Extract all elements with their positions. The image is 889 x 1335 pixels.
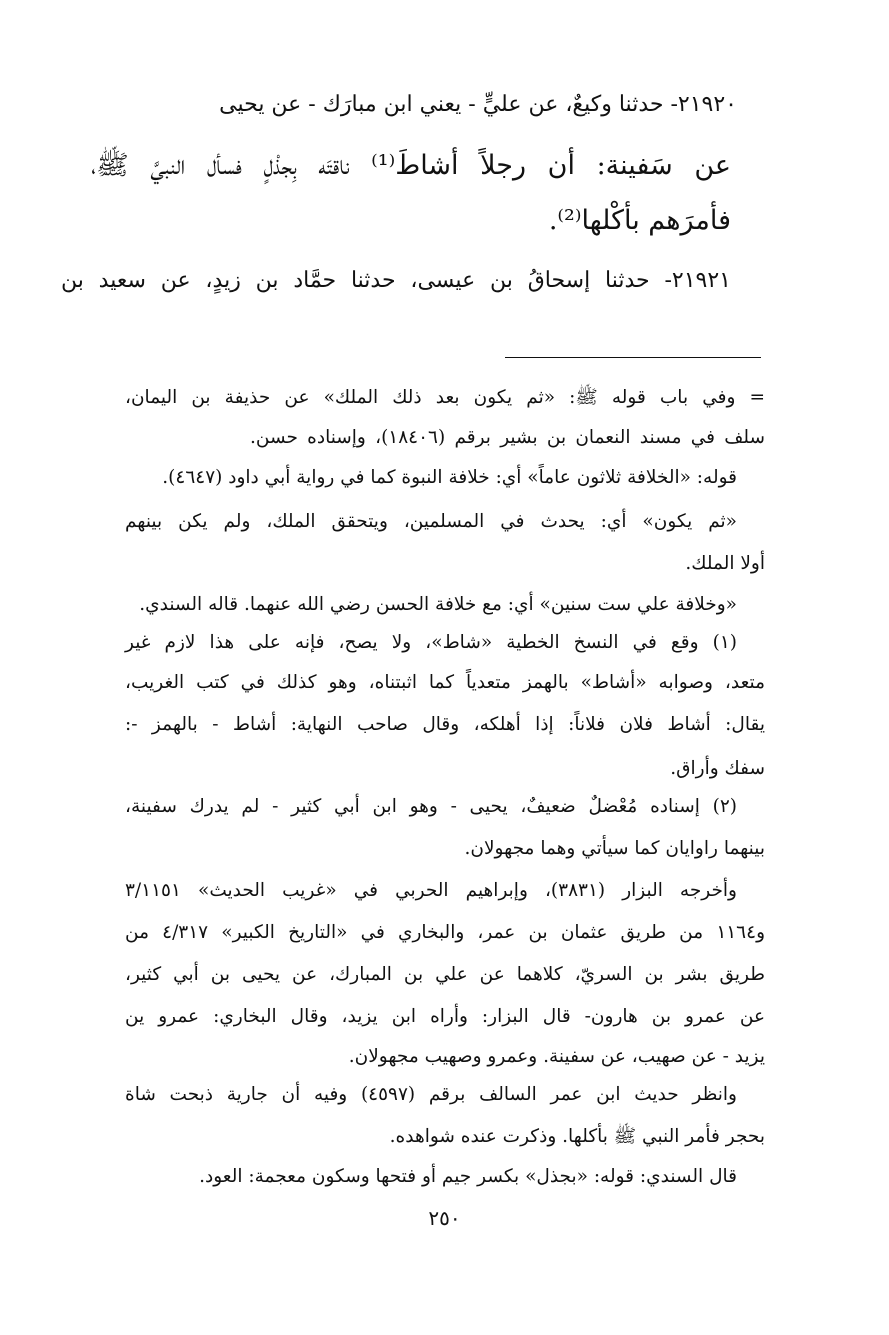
hadith-1920-line-3: فأمرَهم بأكْلها⁽²⁾.	[548, 205, 731, 236]
footnote-line: بحجر فأمر النبي ﷺ بأكلها. وذكرت عنده شواهده.	[389, 1126, 765, 1147]
footnote-line: أولا الملك.	[685, 553, 765, 574]
hadith-1920-line-2: عن سَفينة: أن رجلاً أشاطَ⁽¹⁾ ناقتَه بِجذْلٍ فسأل النبيَّ ﷺ،	[91, 150, 732, 181]
hadith-1920-line-1: ٢١٩٢٠- حدثنا وكيعٌ، عن عليٍّ - يعني ابن مبارَك - عن يحيى	[219, 92, 737, 117]
footnote-line: «وخلافة علي ست سنين» أي: مع خلافة الحسن رضي الله عنهما. قاله السندي.	[139, 594, 737, 615]
footnote-line: طريق بشر بن السريّ، كلاهما عن علي بن المبارك، عن يحيى بن أبي كثير،	[125, 964, 765, 985]
footnote-line: عن عمرو بن هارون- قال البزار: وأراه ابن يزيد، وقال البخاري: عمرو ين	[125, 1006, 765, 1027]
footnote-line: سفك وأراق.	[670, 758, 765, 779]
hadith-1921-line-1: ٢١٩٢١- حدثنا إسحاقُ بن عيسى، حدثنا حمَّاد بن زيدٍ، عن سعيد بن	[61, 268, 731, 293]
page-number: ٢٥٠	[428, 1206, 461, 1230]
footnote-line: = وفي باب قوله ﷺ: «ثم يكون بعد ذلك الملك» عن حذيفة بن اليمان،	[125, 387, 765, 408]
footnote-separator	[505, 357, 761, 358]
footnote-line: يزيد - عن صهيب، عن سفينة. وعمرو وصهيب مجهولان.	[348, 1046, 765, 1067]
footnote-line: متعد، وصوابه «أشاط» بالهمز متعدياً كما اثبتناه، وهو كذلك في كتب الغريب،	[125, 672, 765, 693]
footnote-line: (٢) إسناده مُعْضلٌ ضعيفٌ، يحيى - وهو ابن أبي كثير - لم يدرك سفينة،	[125, 796, 737, 817]
footnote-line: وأخرجه البزار (٣٨٣١)، وإبراهيم الحربي في «غريب الحديث» ٣/١١٥١	[125, 880, 737, 901]
footnote-line: قوله: «الخلافة ثلاثون عاماً» أي: خلافة النبوة كما في رواية أبي داود (٤٦٤٧).	[162, 467, 737, 488]
footnote-line: «ثم يكون» أي: يحدث في المسلمين، ويتحقق الملك، ولم يكن بينهم	[125, 511, 737, 532]
footnote-line: بينهما راوايان كما سيأتي وهما مجهولان.	[464, 838, 765, 859]
footnote-line: وانظر حديث ابن عمر السالف برقم (٤٥٩٧) وفيه أن جارية ذبحت شاة	[125, 1084, 737, 1105]
footnote-line: سلف في مسند النعمان بن بشير برقم (١٨٤٠٦)، وإسناده حسن.	[250, 427, 766, 448]
footnote-line: (١) وقع في النسخ الخطية «شاط»، ولا يصح، فإنه على هذا لازم غير	[125, 632, 737, 653]
footnote-line: قال السندي: قوله: «بجذل» بكسر جيم أو فتحها وسكون معجمة: العود.	[199, 1166, 737, 1187]
footnote-line: يقال: أشاط فلان فلاناً: إذا أهلكه، وقال صاحب النهاية: أشاط - بالهمز -:	[125, 714, 765, 735]
footnote-line: و١١٦٤ من طريق عثمان بن عمر، والبخاري في «التاريخ الكبير» ٤/٣١٧ من	[125, 922, 765, 943]
